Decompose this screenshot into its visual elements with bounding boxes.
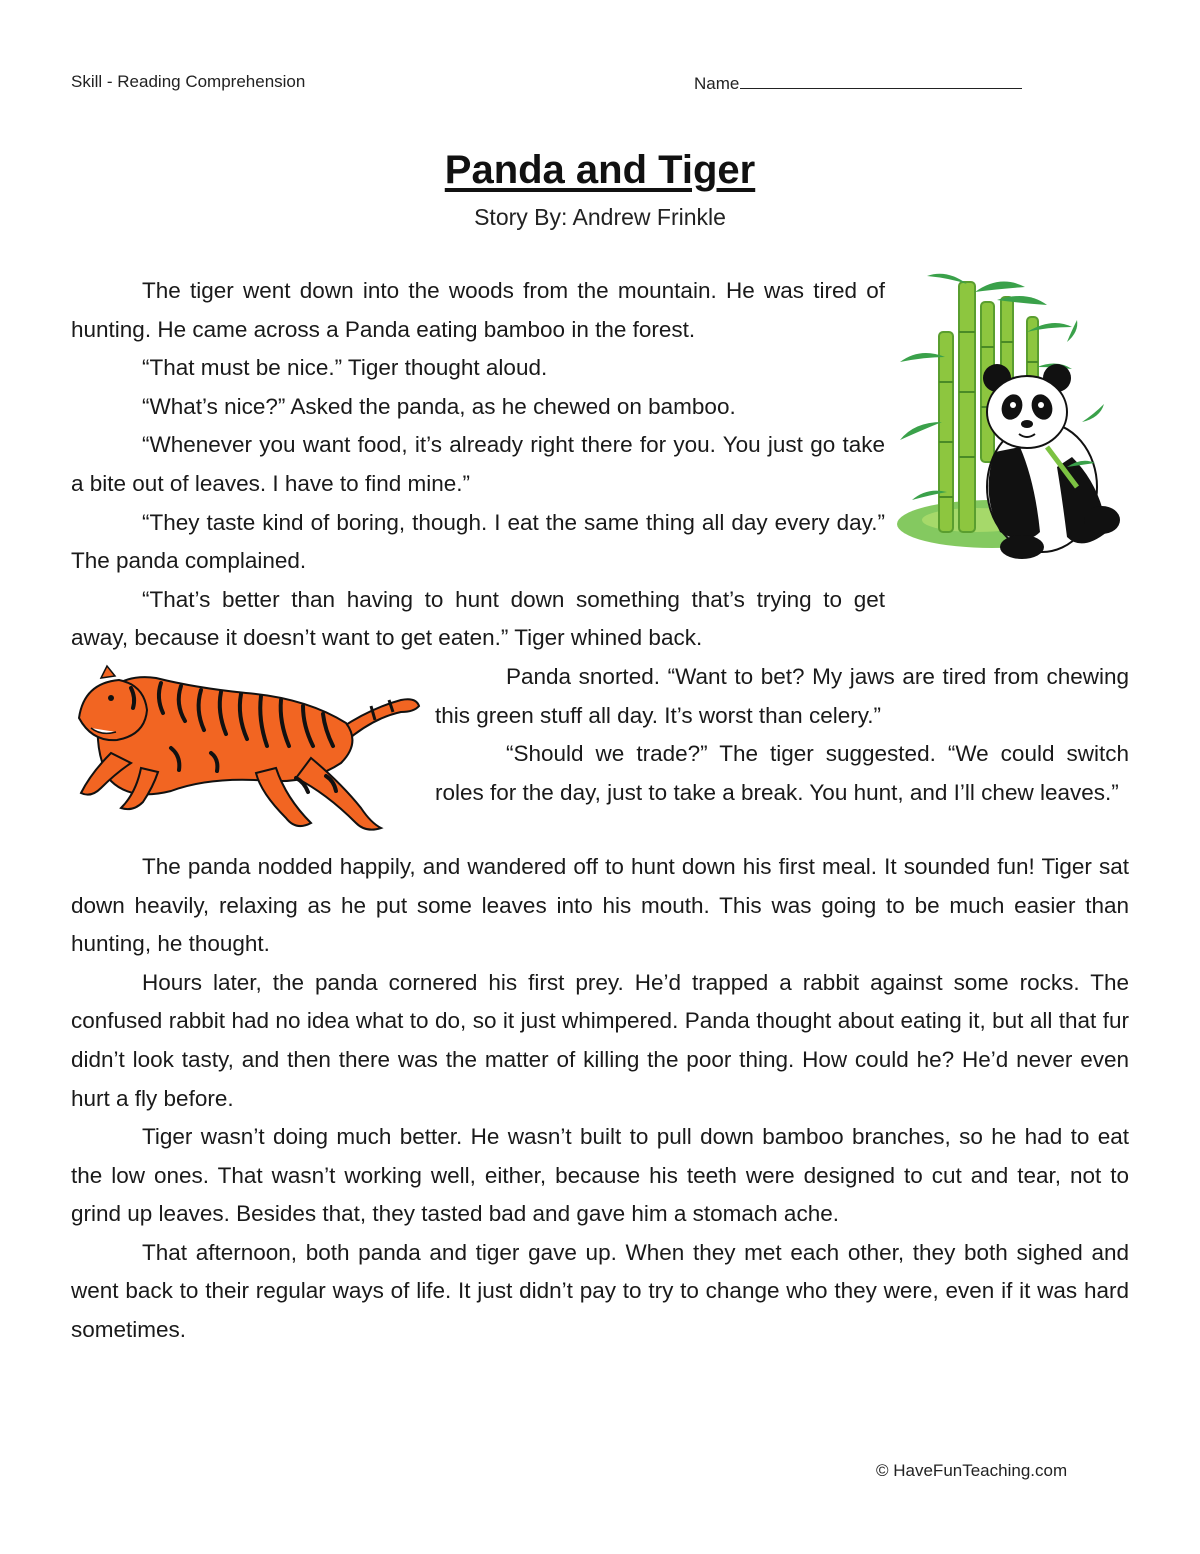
paragraph-4: “Whenever you want food, it’s already right there for you. You just go take a bite out of leaves. I have to find mine.”	[71, 432, 885, 496]
paragraph-3: “What’s nice?” Asked the panda, as he chewed on bamboo.	[142, 393, 736, 419]
name-blank-line	[740, 72, 1022, 89]
paragraph-8: “Should we trade?” The tiger suggested. “We could switch roles for the day, just to take a break. You hunt, and I’ll chew leaves.”	[435, 741, 1129, 805]
story-body	[71, 272, 1129, 1350]
story-byline: Story By: Andrew Frinkle	[474, 204, 726, 230]
paragraph-11: Tiger wasn’t doing much better. He wasn’t built to pull down bamboo branches, so he had to eat the low ones. That wasn’t working well, either, because his teeth were designed to cut and tear, not to grind up leaves. Besides that, they tasted bad and gave him a stomach ache.	[71, 1124, 1129, 1227]
tiger-illustration	[71, 658, 423, 848]
paragraph-12: That afternoon, both panda and tiger gave up. When they met each other, they both sighed and went back to their regular ways of life. It just didn’t pay to try to change who they were, even if it was hard sometimes.	[71, 1239, 1129, 1343]
name-field	[694, 72, 1022, 94]
paragraph-1: The tiger went down into the woods from the mountain. He was tired of hunting. He came across a Panda eating bamboo in the forest.	[71, 278, 885, 342]
paragraph-2: “That must be nice.” Tiger thought aloud.	[142, 355, 548, 381]
panda-illustration	[897, 272, 1129, 582]
paragraph-6: “That’s better than having to hunt down something that’s trying to get away, because it doesn’t want to get eaten.” Tiger whined back.	[71, 586, 885, 651]
paragraph-7: Panda snorted. “Want to bet? My jaws are tired from chewing this green stuff all day. It’s worst than celery.”	[435, 663, 1129, 728]
paragraph-5: “They taste kind of boring, though. I eat the same thing all day every day.” The panda complained.	[71, 509, 885, 574]
paragraph-9: The panda nodded happily, and wandered off to hunt down his first meal. It sounded fun! Tiger sat down heavily, relaxing as he put some leaves into his mouth. This was going to be much easier than hunting, he thought.	[71, 853, 1129, 957]
copyright-footer: © HaveFunTeaching.com	[876, 1461, 1068, 1480]
name-label: Name	[694, 74, 740, 93]
skill-label: Skill - Reading Comprehension	[71, 72, 306, 91]
paragraph-10: Hours later, the panda cornered his first prey. He’d trapped a rabbit against some rocks. The confused rabbit had no idea what to do, so it just whimpered. Panda thought about eating it, but all that fur didn’t look tasty, and then there was the matter of killing the poor thing. How could he? He’d never even hurt a fly before.	[71, 969, 1129, 1111]
story-title: Panda and Tiger	[444, 148, 756, 192]
